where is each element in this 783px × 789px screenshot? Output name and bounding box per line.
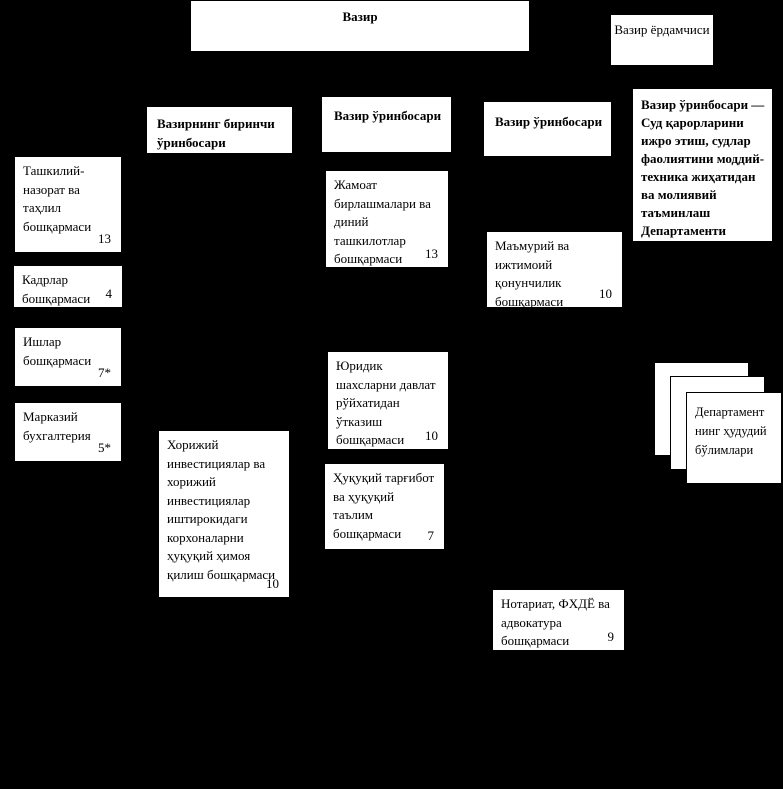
deputy-minister-label-1: Вазир ўринбосари	[334, 108, 442, 123]
first-deputy-label: Вазирнинг биринчи ўринбосари	[157, 116, 275, 150]
org-control-analysis-dept-label: Ташкилий-назорат ва таҳлил бошқармаси	[23, 163, 92, 234]
notary-dept-box	[492, 589, 625, 651]
legal-entities-registration-dept-count: 10	[425, 427, 438, 443]
territorial-divisions-box	[686, 392, 782, 484]
central-accounting-count: 5*	[98, 439, 111, 455]
deputy-minister-courts-department-label: Вазир ўринбосари — Суд қарорларини ижро этиш, судлар фаолиятини моддий-техника жиҳатидан ва молиявий таъминлаш Департаменти	[641, 97, 765, 238]
deputy-minister-box-2	[483, 101, 612, 157]
public-associations-dept-label: Жамоат бирлашмалари ва диний ташкилотлар бошқармаси	[334, 177, 431, 266]
org-control-analysis-dept-count: 13	[98, 230, 111, 246]
territorial-divisions-label: Департамент нинг ҳудудий бўлимлари	[695, 405, 767, 457]
hr-dept-count: 4	[105, 285, 112, 301]
affairs-dept-label: Ишлар бошқармаси	[23, 334, 92, 368]
notary-dept-label: Нотариат, ФХДЁ ва адвокатура бошқармаси	[501, 596, 610, 648]
hr-dept-label: Кадрлар бошқармаси	[22, 272, 91, 306]
legal-propaganda-dept-box	[324, 463, 445, 550]
notary-dept-count: 9	[607, 628, 614, 644]
first-deputy-box	[146, 106, 293, 154]
admin-social-legislation-dept-box	[486, 231, 623, 308]
public-associations-dept-count: 13	[425, 245, 438, 261]
minister-assistant-label: Вазир ёрдамчиси	[614, 22, 710, 37]
minister-label: Вазир	[342, 9, 378, 24]
deputy-minister-box-1	[321, 96, 452, 153]
foreign-investments-dept-box	[158, 430, 290, 598]
minister-box	[190, 0, 530, 52]
foreign-investments-dept-label: Хорижий инвестициялар ва хорижий инвестициялар иштирокидаги корхоналарни ҳуқуқий ҳимоя қилиш бошқармаси	[167, 437, 276, 582]
affairs-dept-box	[14, 327, 122, 387]
foreign-investments-dept-count: 10	[266, 575, 279, 591]
deputy-minister-label-2: Вазир ўринбосари	[495, 114, 603, 129]
admin-social-legislation-dept-count: 10	[599, 285, 612, 301]
legal-propaganda-dept-count: 7	[427, 527, 434, 543]
admin-social-legislation-dept-label: Маъмурий ва ижтимоий қонунчилик бошқармаси	[495, 238, 570, 309]
minister-assistant-box	[610, 14, 714, 66]
legal-entities-registration-dept-label: Юридик шахсларни давлат рўйхатидан ўтказиш бошқармаси	[336, 358, 436, 447]
legal-propaganda-dept-label: Ҳуқуқий тарғибот ва ҳуқуқий таълим бошқармаси	[333, 470, 435, 541]
org-control-analysis-dept-box	[14, 156, 122, 253]
hr-dept-box	[13, 265, 123, 308]
affairs-dept-count: 7*	[98, 364, 111, 380]
central-accounting-label: Марказий бухгалтерия	[23, 409, 91, 443]
legal-entities-registration-dept-box	[327, 351, 449, 450]
public-associations-dept-box	[325, 170, 449, 268]
deputy-minister-courts-department-box	[632, 88, 773, 242]
central-accounting-box	[14, 402, 122, 462]
